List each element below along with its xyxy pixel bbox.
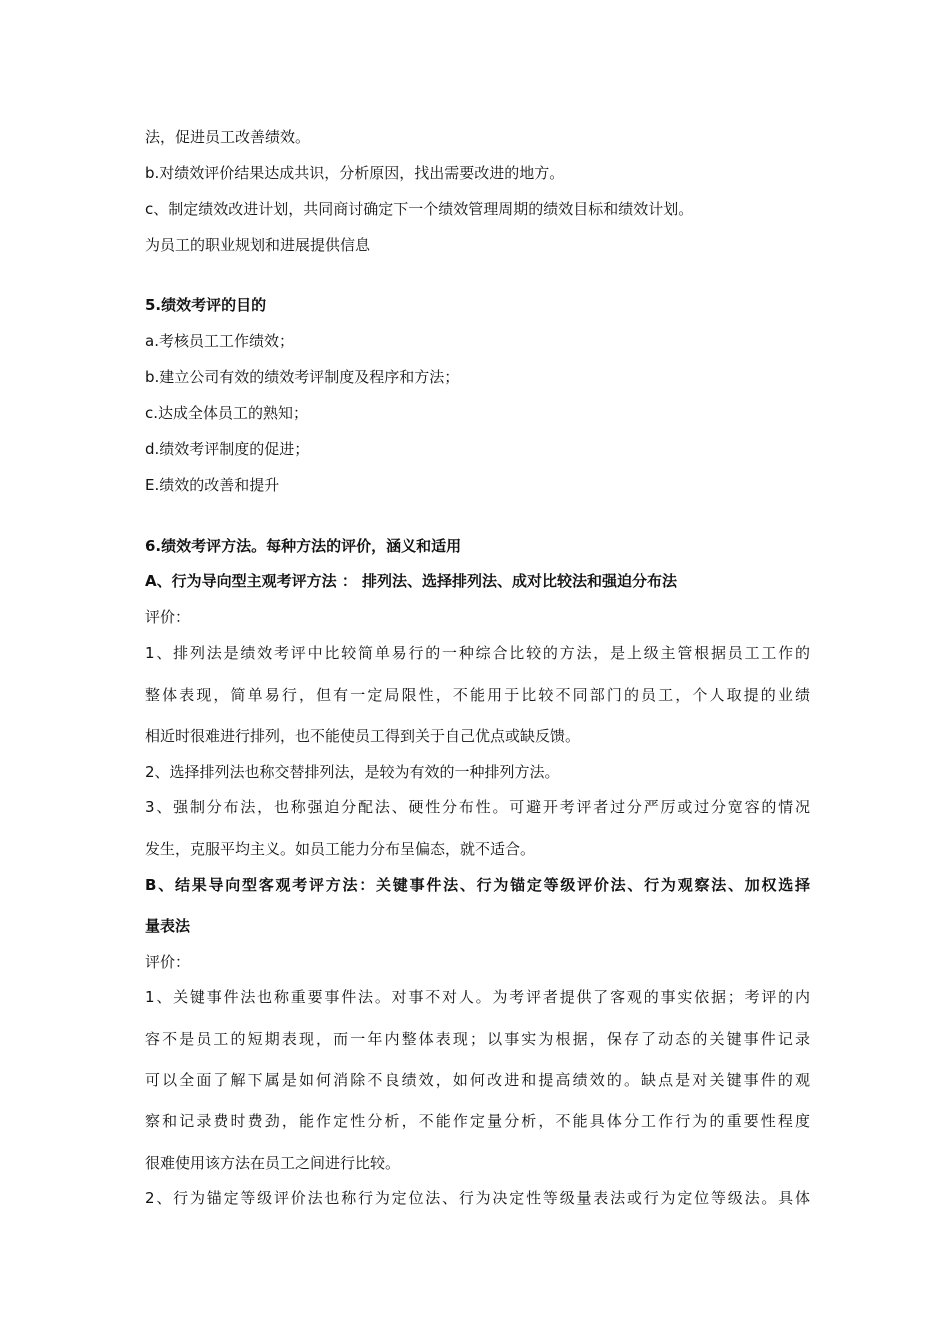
text-line: 评价： — [145, 953, 191, 971]
list-item: b.建立公司有效的绩效考评制度及程序和方法； — [145, 368, 460, 386]
paragraph-line: 2、选择排列法也称交替排列法，是较为有效的一种排列方法。 — [145, 763, 560, 781]
subsection-heading: A、行为导向型主观考评方法 ： 排列法、选择排列法、成对比较法和强迫分布法 — [145, 572, 678, 590]
section-heading: 6.绩效考评方法。每种方法的评价，涵义和适用 — [145, 537, 462, 555]
list-item: a.考核员工工作绩效； — [145, 332, 294, 350]
text-line: c、制定绩效改进计划，共同商讨确定下一个绩效管理周期的绩效目标和绩效计划。 — [145, 200, 694, 218]
paragraph-line: 整体表现，简单易行，但有一定局限性，不能用于比较不同部门的员工，个人取提的业绩 — [145, 686, 810, 704]
subsection-heading: B、结果导向型客观考评方法：关键事件法、行为锚定等级评价法、行为观察法、加权选择 — [145, 876, 810, 894]
list-item: c.达成全体员工的熟知； — [145, 404, 309, 422]
paragraph-line: 容不是员工的短期表现，而一年内整体表现；以事实为根据，保存了动态的关键事件记录 — [145, 1030, 810, 1048]
paragraph-line: 1、关键事件法也称重要事件法。对事不对人。为考评者提供了客观的事实依据；考评的内 — [145, 988, 810, 1006]
list-item: d.绩效考评制度的促进； — [145, 440, 310, 458]
text-line: 评价： — [145, 608, 191, 626]
paragraph-line: 发生，克服平均主义。如员工能力分布呈偏态，就不适合。 — [145, 840, 536, 858]
subsection-heading: 量表法 — [145, 917, 191, 935]
paragraph-line: 相近时很难进行排列，也不能使员工得到关于自己优点或缺反馈。 — [145, 727, 581, 745]
paragraph-line: 2、行为锚定等级评价法也称行为定位法、行为决定性等级量表法或行为定位等级法。具体 — [145, 1189, 810, 1207]
text-line: 为员工的职业规划和进展提供信息 — [145, 236, 371, 254]
paragraph-line: 可以全面了解下属是如何消除不良绩效，如何改进和提高绩效的。缺点是对关键事件的观 — [145, 1071, 810, 1089]
text-line: 法，促进员工改善绩效。 — [145, 128, 311, 146]
paragraph-line: 1、排列法是绩效考评中比较简单易行的一种综合比较的方法，是上级主管根据员工工作的 — [145, 644, 810, 662]
list-item: E.绩效的改善和提升 — [145, 476, 280, 494]
paragraph-line: 察和记录费时费劲，能作定性分析，不能作定量分析，不能具体分工作行为的重要性程度 — [145, 1112, 810, 1130]
text-line: b.对绩效评价结果达成共识，分析原因，找出需要改进的地方。 — [145, 164, 565, 182]
paragraph-line: 3、强制分布法，也称强迫分配法、硬性分布性。可避开考评者过分严厉或过分宽容的情况 — [145, 798, 810, 816]
section-heading: 5.绩效考评的目的 — [145, 296, 267, 314]
paragraph-line: 很难使用该方法在员工之间进行比较。 — [145, 1154, 401, 1172]
